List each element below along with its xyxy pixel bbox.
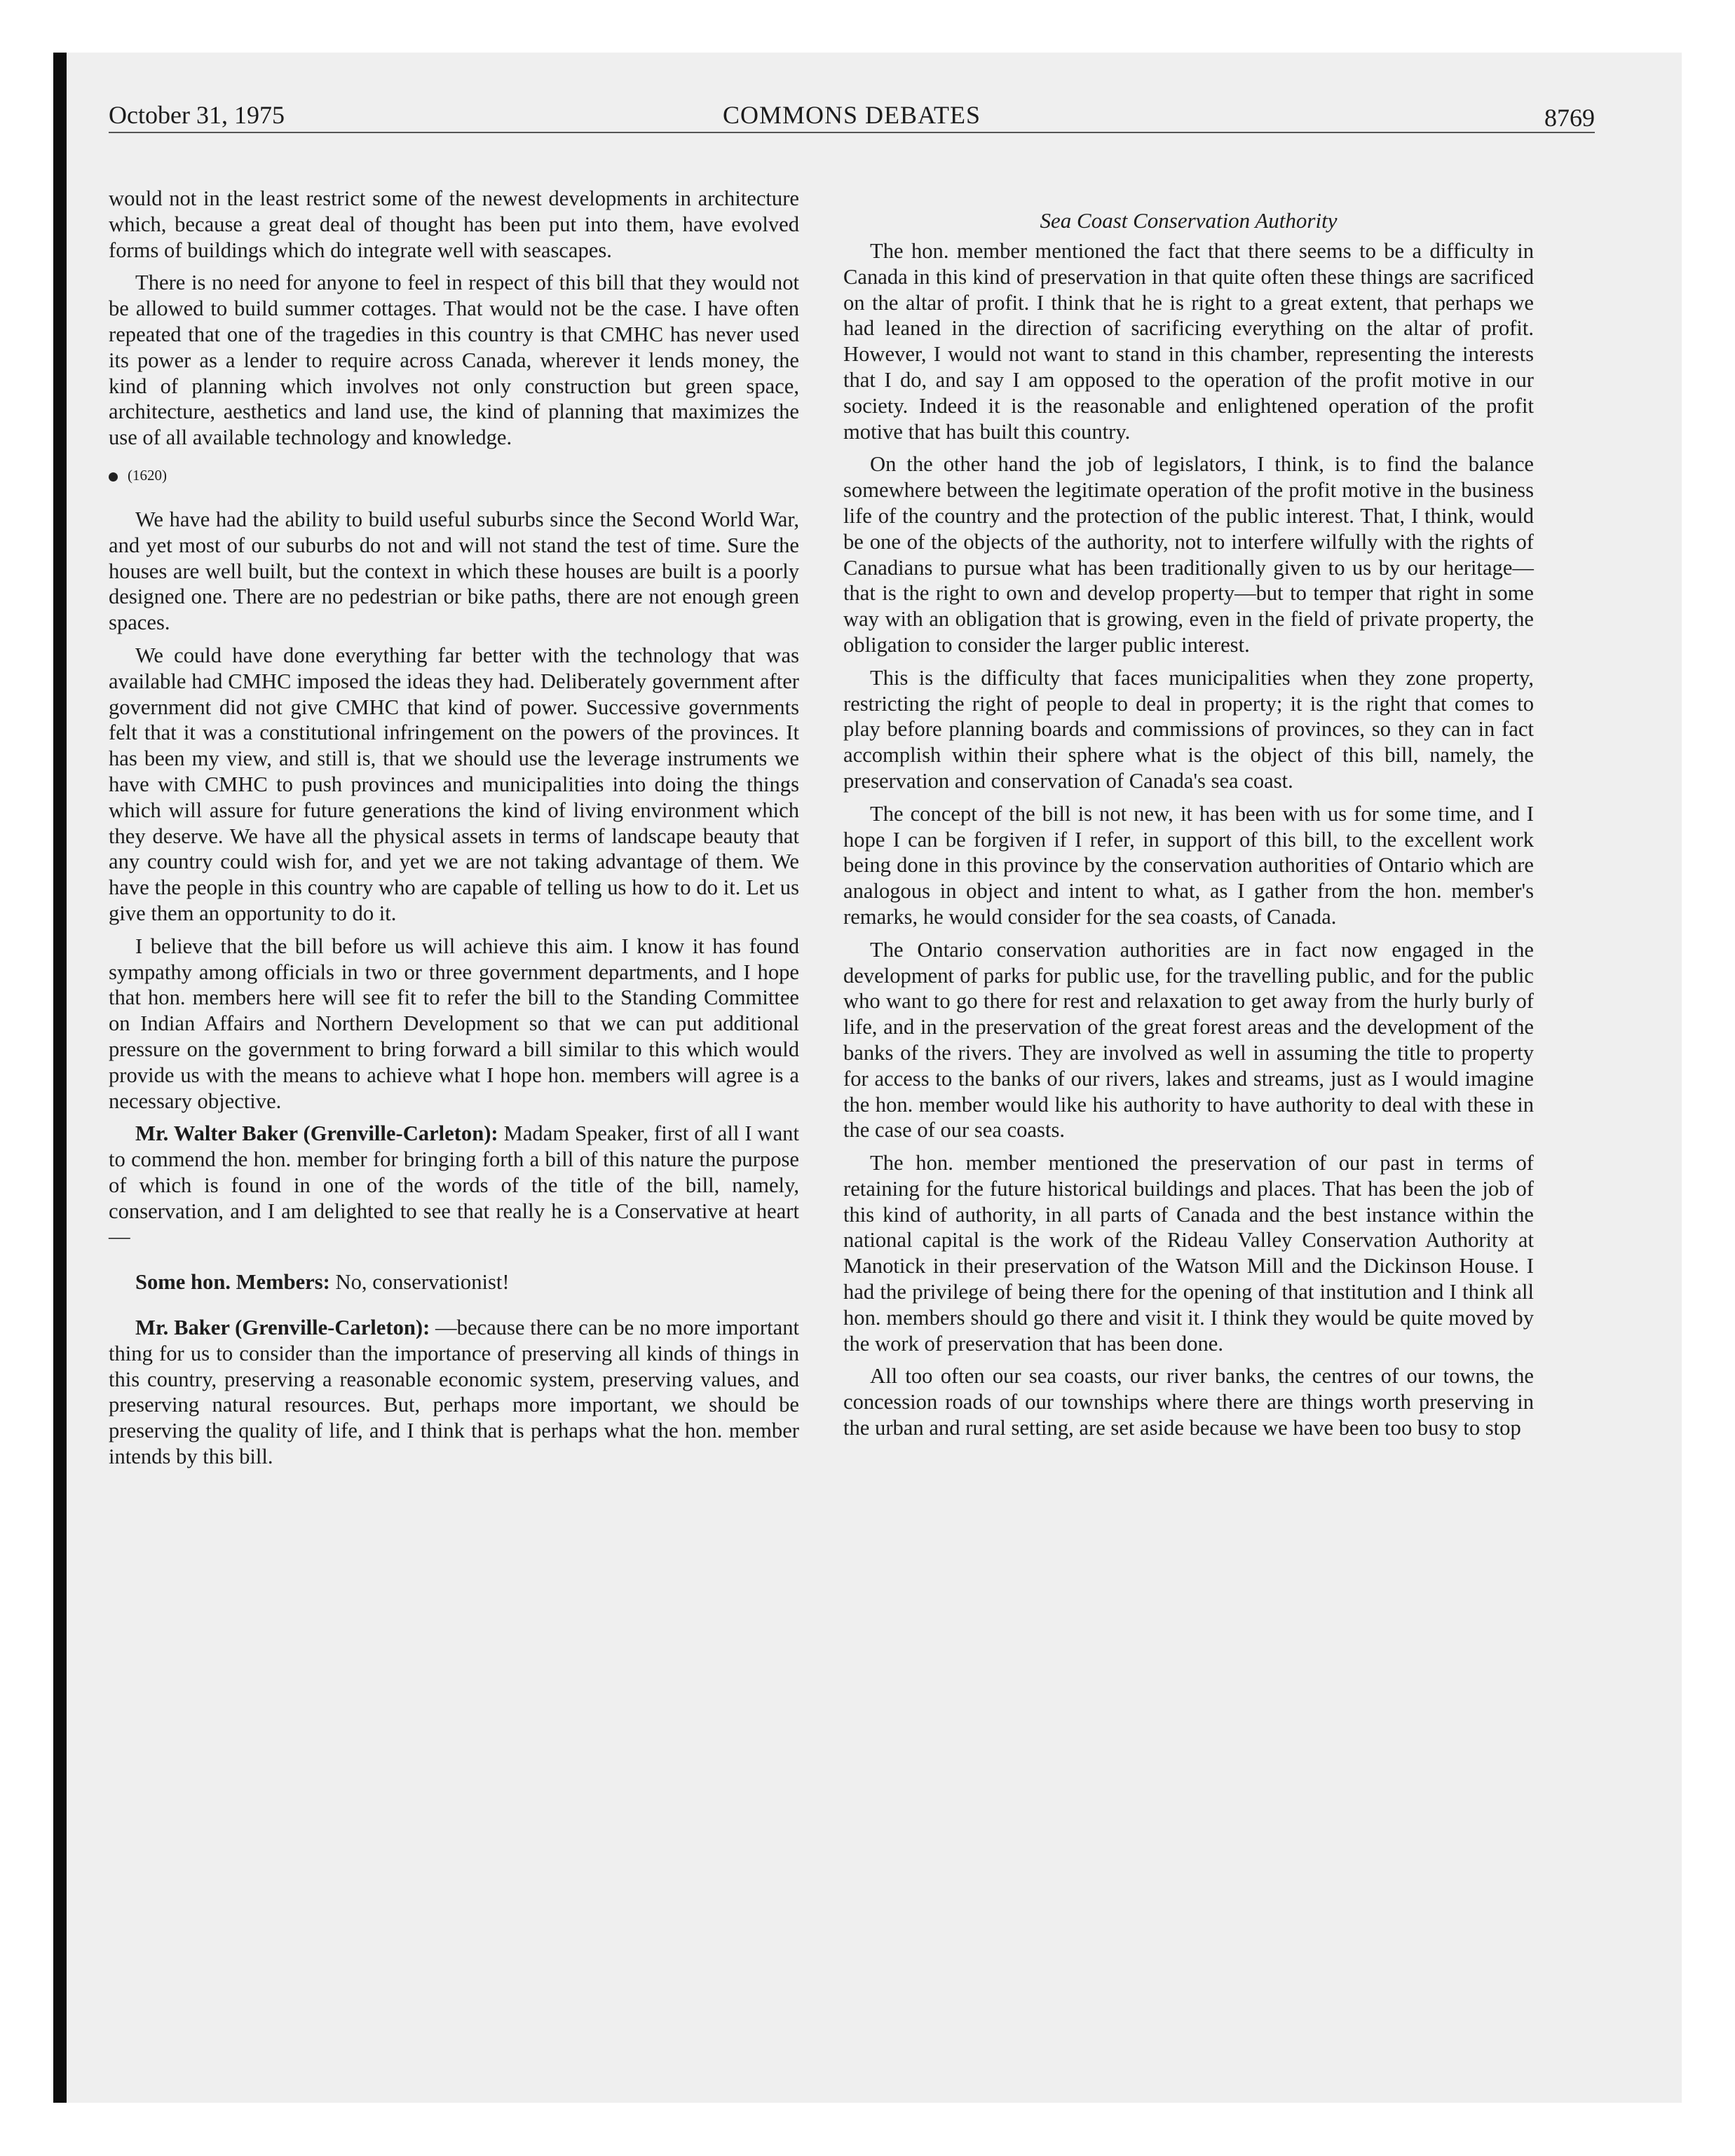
header-date: October 31, 1975: [109, 101, 285, 129]
speech-text: Madam Speaker, first of all I want to commend the hon. member for bringing forth a bill of this nature the purpose of which is found in one of the words of the title of the bill, namely, conservation, and I am delighted to see that really he is a Conservative at heart—: [109, 1121, 799, 1249]
left-column: [109, 186, 799, 1477]
speaker-name: Some hon. Members:: [135, 1270, 330, 1295]
right-column: [843, 207, 1534, 1448]
header-rule: [109, 132, 1595, 133]
paragraph: This is the difficulty that faces municipalities when they zone property, restricting the right of people to deal in property; it is the right that comes to play before planning boards and commissions of provinces, so they can in fact accomplish within their sphere what is the object of this bill, namely, the preservation and conservation of Canada's sea coast.: [843, 665, 1534, 793]
paragraph: The hon. member mentioned the preservation of our past in terms of retaining for the future historical buildings and places. That has been the job of this kind of authority, in all parts of Canada and the best instance within the national capital is the work of the Rideau Valley Conservation Authority at Manotick in their preservation of the Watson Mill and the Dickinson House. I had the privilege of being there for the opening of that institution and I think all hon. members should go there and visit it. I think they would be quite moved by the work of preservation that has been done.: [843, 1151, 1534, 1356]
page-number: 8769: [1544, 104, 1595, 132]
speech: [109, 1269, 799, 1295]
speech: [109, 1121, 799, 1250]
paragraph: The concept of the bill is not new, it has been with us for some time, and I hope I can be forgiven if I refer, in support of this bill, to the excellent work being done in this province by the conservation authorities of Ontario which are analogous in object and intent to what, as I gather from the hon. member's remarks, he would consider for the sea coasts, of Canada.: [843, 801, 1534, 929]
speech: [109, 1315, 799, 1470]
paragraph: The hon. member mentioned the fact that there seems to be a difficulty in Canada in this kind of preservation in that quite often these things are sacrificed on the altar of profit. I think that he is right to a great extent, that perhaps we had leaned in the direction of sacrificing everything on the altar of profit. However, I would not want to stand in this chamber, representing the interests that I do, and say I am opposed to the operation of the profit motive in our society. Indeed it is the reasonable and enlightened operation of the profit motive that has built this country.: [843, 239, 1534, 444]
speech-text: No, conservationist!: [335, 1270, 510, 1295]
paragraph: There is no need for anyone to feel in respect of this bill that they would not be allowed to build summer cottages. That would not be the case. I have often repeated that one of the tragedies in this country is that CMHC has never used its power as a lender to require across Canada, wherever it lends money, the kind of planning which involves not only construction but green space, architecture, aesthetics and land use, the kind of planning that maximizes the use of all available technology and knowledge.: [109, 271, 799, 450]
header-title: COMMONS DEBATES: [722, 101, 981, 129]
paragraph: The Ontario conservation authorities are in fact now engaged in the development of parks for public use, for the travelling public, and for the public who want to go there for rest and relaxation to get away from the hurly burly of life, and in the preservation of the great forest areas and the development of the banks of the rivers. They are involved as well in assuming the title to property for access to the banks of our rivers, lakes and streams, just as I would imagine the hon. member would like his authority to have authority to deal with these in the case of our sea coasts.: [843, 937, 1534, 1142]
paragraph: We could have done everything far better with the technology that was available had CMHC imposed the ideas they had. Deliberately government after government did not give CMHC that kind of power. Successive governments felt that it was a constitutional infringement on the powers of the provinces. It has been my view, and still is, that we should use the leverage instruments we have with CMHC to push provinces and municipalities into doing the things which will assure for future generations the kind of living environment which they deserve. We have all the physical assets in terms of landscape beauty that any country could wish for, and yet we are not taking advantage of them. We have the people in this country who are capable of telling us how to do it. Let us give them an opportunity to do it.: [109, 643, 799, 925]
running-head: [109, 100, 1595, 130]
bullet-icon: [109, 472, 118, 482]
time-marker-text: (1620): [128, 466, 167, 484]
paragraph: would not in the least restrict some of the newest developments in architecture which, because a great deal of thought has been put into them, have evolved forms of buildings which do integrate well with seascapes.: [109, 186, 799, 262]
time-marker: [109, 465, 799, 486]
paragraph: All too often our sea coasts, our river banks, the centres of our towns, the concession roads of our townships where there are things worth preserving in the urban and rural setting, are set aside because we have been too busy to stop: [843, 1364, 1534, 1440]
speaker-name: Mr. Baker (Grenville-Carleton):: [135, 1316, 430, 1340]
paragraph: On the other hand the job of legislators, I think, is to find the balance somewhere between the legitimate operation of the profit motive in the business life of the country and the protection of the public interest. That, I think, would be one of the objects of the authority, not to interfere wilfully with the rights of Canadians to pursue what has been traditionally given to us by our heritage—that is the right to own and develop property—but to temper that right in some way with an obligation that is growing, even in the field of private property, the obligation to consider the larger public interest.: [843, 452, 1534, 657]
speech-text: —because there can be no more important thing for us to consider than the importance of preserving all kinds of things in this country, preserving a reasonable economic system, preserving values, and preserving natural resources. But, perhaps more important, we should be preserving the quality of life, and I think that is perhaps what the hon. member intends by this bill.: [109, 1316, 799, 1469]
section-subheading: Sea Coast Conservation Authority: [1040, 208, 1338, 233]
paragraph: I believe that the bill before us will achieve this aim. I know it has found sympathy among officials in two or three government departments, and I hope that hon. members here will see fit to refer the bill to the Standing Committee on Indian Affairs and Northern Development so that we can put additional pressure on the government to bring forward a bill similar to this which would provide us with the means to achieve what I hope hon. members will agree is a necessary objective.: [109, 934, 799, 1113]
speaker-name: Mr. Walter Baker (Grenville-Carleton):: [135, 1121, 498, 1146]
paragraph: We have had the ability to build useful suburbs since the Second World War, and yet most of our suburbs do not and will not stand the test of time. Sure the houses are well built, but the context in which these houses are built is a poorly designed one. There are no pedestrian or bike paths, there are not enough green spaces.: [109, 507, 799, 635]
